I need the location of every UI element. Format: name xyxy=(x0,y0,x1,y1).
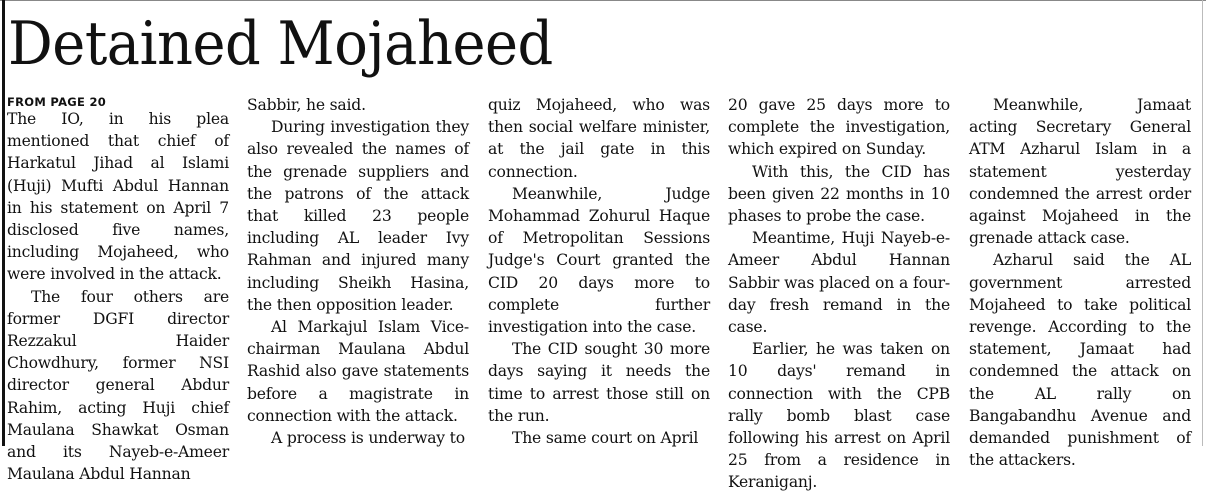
article-body xyxy=(7,94,1199,492)
paragraph: Sabbir, he said. xyxy=(247,96,366,114)
article-column-2 xyxy=(247,94,469,448)
clipping-right-edge xyxy=(1202,0,1206,446)
paragraph: quiz Mojaheed, who was then social welfare minister, at the jail gate in this connection. xyxy=(488,96,710,181)
paragraph: 20 gave 25 days more to complete the investigation, which expired on Sunday. xyxy=(728,96,950,159)
paragraph: Meantime, Huji Nayeb-e-Ameer Abdul Hannan Sabbir was placed on a four-day fresh remand in the case. xyxy=(728,229,950,337)
clipping-top-edge xyxy=(0,0,1206,4)
paragraph: With this, the CID has been given 22 months in 10 phases to probe the case. xyxy=(728,162,950,226)
paragraph: The same court on April xyxy=(512,429,699,448)
paragraph: Meanwhile, Jamaat acting Secretary General ATM Azharul Islam in a statement yesterday condemned the arrest order against Mojaheed in the grenade attack case. xyxy=(969,96,1191,248)
paragraph: The CID sought 30 more days saying it needs the time to arrest those still on the run. xyxy=(488,340,710,425)
paragraph: The four others are former DGFI director Rezzakul Haider Chowdhury, former NSI director general Abdur Rahim, acting Huji chief Maulana Shawkat Osman and its Nayeb-e-Ameer Maulana Abdul Hannan xyxy=(7,287,229,484)
paragraph: Azharul said the AL government arrested Mojaheed to take political revenge. According to the statement, Jamaat had condemned the attack on the AL rally on Bangabandhu Avenue and demanded punishment of the attackers. xyxy=(969,251,1191,470)
paragraph: The IO, in his plea mentioned that chief of Harkatul Jihad al Islami (Huji) Mufti Abdul Hannan in his statement on April 7 disclosed five names, including Mojaheed, who were involved in the attack. xyxy=(7,110,229,284)
article-column-3 xyxy=(488,94,710,448)
clipping-left-border xyxy=(0,0,5,446)
jump-label: FROM PAGE 20 xyxy=(7,95,107,109)
paragraph: A process is underway to xyxy=(271,429,465,448)
article-column-4 xyxy=(728,94,950,492)
paragraph: Meanwhile, Judge Mohammad Zohurul Haque of Metropolitan Sessions Judge's Court granted the CID 20 days more to complete further investigation into the case. xyxy=(488,184,710,337)
paragraph: Al Markajul Islam Vice-chairman Maulana Abdul Rashid also gave statements before a magistrate in connection with the attack. xyxy=(247,318,469,425)
paragraph: During investigation they also revealed the names of the grenade suppliers and the patrons of the attack that killed 23 people including AL leader Ivy Rahman and injured many including Sheikh Hasina, the then opposition leader. xyxy=(247,118,469,314)
article-column-1 xyxy=(7,94,229,484)
article-headline: Detained Mojaheed xyxy=(8,9,553,79)
article-column-5 xyxy=(969,94,1191,470)
paragraph: Earlier, he was taken on 10 days' remand in connection with the CPB rally bomb blast case following his arrest on April 25 from a residence in Keraniganj. xyxy=(728,340,950,492)
